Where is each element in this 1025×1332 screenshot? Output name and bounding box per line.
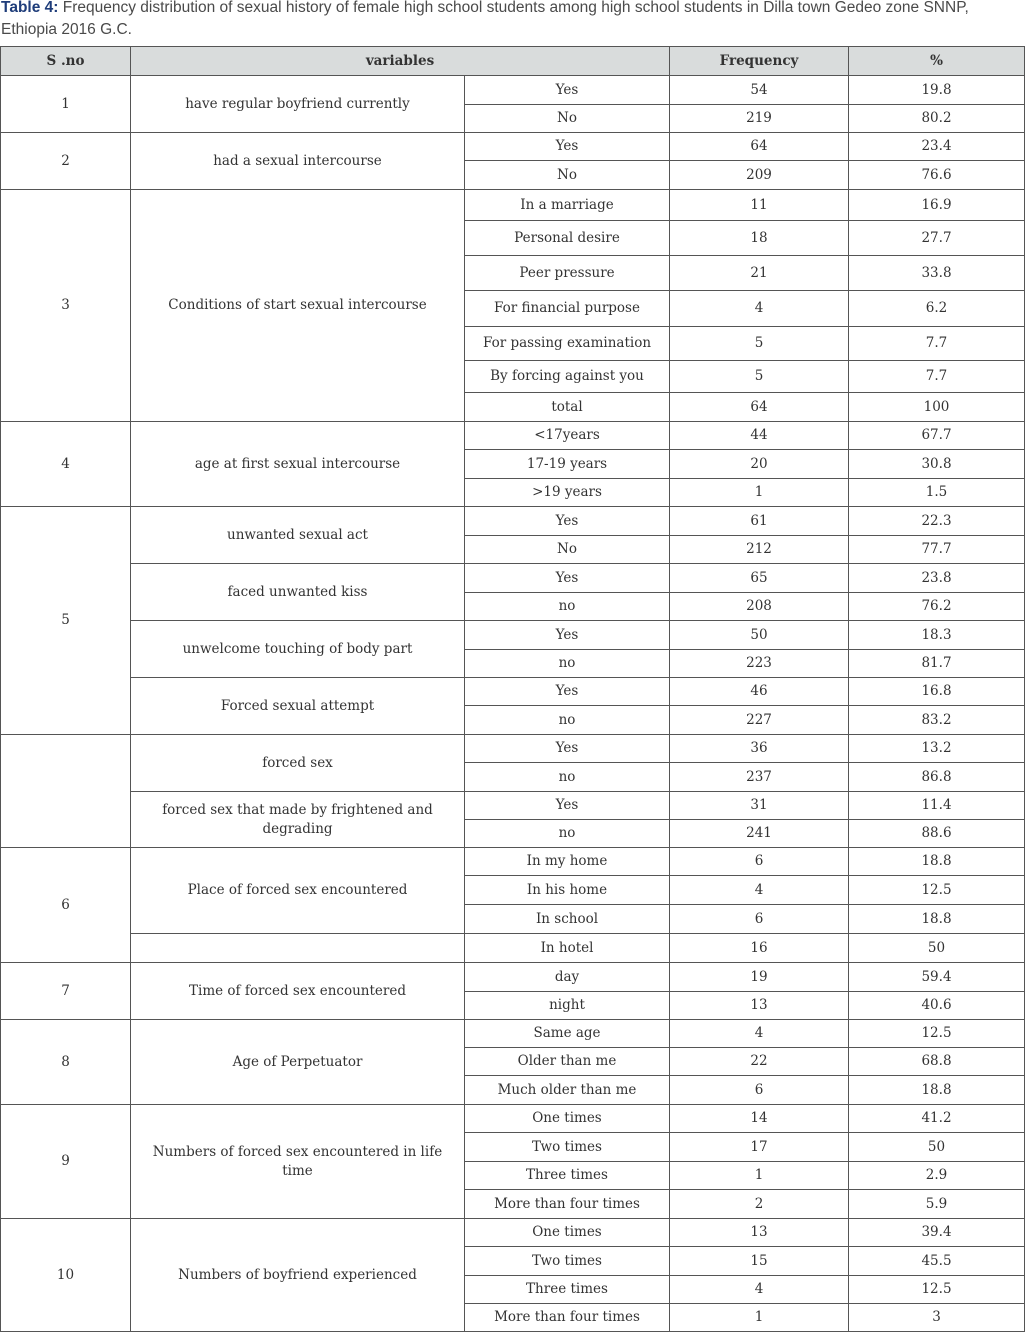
table-row [1,735,1025,763]
percent-cell: 80.2 [849,105,1025,133]
percent-cell: 19.8 [849,76,1025,105]
sno-cell: 9 [1,1105,131,1219]
variable-cell: forced sex [131,735,465,792]
category-cell: Older than me [465,1048,670,1076]
sno-cell: 6 [1,848,131,963]
sno-cell: 4 [1,422,131,507]
frequency-cell: 44 [670,422,849,450]
category-cell: More than four times [465,1304,670,1332]
percent-cell: 50 [849,934,1025,963]
frequency-cell: 13 [670,1219,849,1247]
percent-cell: 45.5 [849,1247,1025,1276]
variable-cell: faced unwanted kiss [131,564,465,621]
header-row [1,47,1025,76]
category-cell: One times [465,1219,670,1247]
frequency-cell: 1 [670,1162,849,1190]
category-cell: No [465,161,670,190]
category-cell: Yes [465,792,670,820]
percent-cell: 88.6 [849,820,1025,848]
frequency-cell: 212 [670,536,849,564]
frequency-cell: 19 [670,963,849,992]
percent-cell: 13.2 [849,735,1025,763]
percent-cell: 16.9 [849,190,1025,221]
frequency-cell: 208 [670,593,849,621]
category-cell: No [465,536,670,564]
category-cell: total [465,393,670,422]
variable-cell: age at first sexual intercourse [131,422,465,507]
category-cell: Yes [465,564,670,593]
sno-cell: 1 [1,76,131,133]
frequency-cell: 18 [670,221,849,256]
variable-cell: unwelcome touching of body part [131,621,465,678]
category-cell: More than four times [465,1190,670,1219]
table-row [1,76,1025,105]
frequency-cell: 65 [670,564,849,593]
sno-cell [1,735,131,848]
category-cell: Two times [465,1247,670,1276]
frequency-cell: 21 [670,256,849,291]
percent-cell: 23.8 [849,564,1025,593]
caption-label: Table 4: [1,0,59,16]
frequency-cell: 36 [670,735,849,763]
table-row [1,963,1025,992]
variable-cell: had a sexual intercourse [131,133,465,190]
table-row [1,422,1025,450]
percent-cell: 12.5 [849,1020,1025,1048]
category-cell: no [465,650,670,678]
category-cell: For passing examination [465,327,670,361]
category-cell: <17years [465,422,670,450]
percent-cell: 3 [849,1304,1025,1332]
table-row [1,190,1025,221]
percent-cell: 33.8 [849,256,1025,291]
percent-cell: 7.7 [849,327,1025,361]
category-cell: Peer pressure [465,256,670,291]
table-caption [1,0,1023,41]
percent-cell: 11.4 [849,792,1025,820]
frequency-cell: 22 [670,1048,849,1076]
category-cell: Personal desire [465,221,670,256]
category-cell: Three times [465,1162,670,1190]
frequency-cell: 46 [670,678,849,706]
category-cell: no [465,706,670,735]
table-row [1,1219,1025,1247]
table-row [1,1105,1025,1133]
category-cell: By forcing against you [465,361,670,393]
frequency-cell: 237 [670,763,849,792]
percent-cell: 50 [849,1133,1025,1162]
caption-text: Frequency distribution of sexual history of female high school students among high school students in Dilla town Gedeo zone SNNP, Ethiopia 2016 G.C. [1,0,969,38]
percent-cell: 67.7 [849,422,1025,450]
category-cell: One times [465,1105,670,1133]
frequency-cell: 54 [670,76,849,105]
frequency-cell: 219 [670,105,849,133]
category-cell: >19 years [465,479,670,507]
category-cell: In a marriage [465,190,670,221]
frequency-cell: 5 [670,361,849,393]
variable-cell: have regular boyfriend currently [131,76,465,133]
frequency-cell: 4 [670,1276,849,1304]
sno-cell: 5 [1,507,131,735]
percent-cell: 81.7 [849,650,1025,678]
table-row [1,133,1025,161]
header-frequency: Frequency [670,47,849,76]
frequency-cell: 209 [670,161,849,190]
percent-cell: 18.8 [849,848,1025,876]
category-cell: Two times [465,1133,670,1162]
table-row [1,792,1025,820]
percent-cell: 83.2 [849,706,1025,735]
variable-cell [131,934,465,963]
frequency-cell: 4 [670,876,849,905]
percent-cell: 18.3 [849,621,1025,650]
header-variables: variables [131,47,670,76]
variable-cell: Place of forced sex encountered [131,848,465,934]
category-cell: In school [465,905,670,934]
frequency-cell: 15 [670,1247,849,1276]
frequency-cell: 11 [670,190,849,221]
category-cell: No [465,105,670,133]
table-row [1,934,1025,963]
frequency-cell: 20 [670,450,849,479]
percent-cell: 40.6 [849,992,1025,1020]
category-cell: In my home [465,848,670,876]
category-cell: Yes [465,507,670,536]
table-row [1,1020,1025,1048]
frequency-cell: 31 [670,792,849,820]
percent-cell: 77.7 [849,536,1025,564]
category-cell: 17-19 years [465,450,670,479]
percent-cell: 7.7 [849,361,1025,393]
category-cell: Much older than me [465,1076,670,1105]
category-cell: In hotel [465,934,670,963]
frequency-cell: 16 [670,934,849,963]
percent-cell: 16.8 [849,678,1025,706]
header-percent: % [849,47,1025,76]
percent-cell: 12.5 [849,1276,1025,1304]
variable-cell: Forced sexual attempt [131,678,465,735]
percent-cell: 30.8 [849,450,1025,479]
percent-cell: 76.6 [849,161,1025,190]
frequency-cell: 6 [670,905,849,934]
frequency-cell: 13 [670,992,849,1020]
category-cell: For financial purpose [465,291,670,327]
percent-cell: 18.8 [849,1076,1025,1105]
category-cell: Yes [465,735,670,763]
category-cell: day [465,963,670,992]
percent-cell: 76.2 [849,593,1025,621]
percent-cell: 39.4 [849,1219,1025,1247]
percent-cell: 27.7 [849,221,1025,256]
percent-cell: 100 [849,393,1025,422]
percent-cell: 1.5 [849,479,1025,507]
frequency-cell: 1 [670,1304,849,1332]
variable-cell: Conditions of start sexual intercourse [131,190,465,422]
percent-cell: 12.5 [849,876,1025,905]
frequency-cell: 6 [670,1076,849,1105]
category-cell: Yes [465,621,670,650]
frequency-cell: 227 [670,706,849,735]
percent-cell: 6.2 [849,291,1025,327]
category-cell: no [465,593,670,621]
frequency-cell: 4 [670,1020,849,1048]
category-cell: Yes [465,76,670,105]
category-cell: Three times [465,1276,670,1304]
frequency-table [0,46,1025,1332]
frequency-cell: 1 [670,479,849,507]
percent-cell: 59.4 [849,963,1025,992]
frequency-cell: 64 [670,133,849,161]
table-row [1,848,1025,876]
frequency-cell: 17 [670,1133,849,1162]
category-cell: no [465,763,670,792]
variable-cell: Age of Perpetuator [131,1020,465,1105]
category-cell: night [465,992,670,1020]
sno-cell: 10 [1,1219,131,1332]
variable-cell: forced sex that made by frightened and degrading [131,792,465,848]
percent-cell: 5.9 [849,1190,1025,1219]
table-row [1,678,1025,706]
frequency-cell: 5 [670,327,849,361]
table-body [1,76,1025,1332]
frequency-cell: 14 [670,1105,849,1133]
category-cell: Same age [465,1020,670,1048]
sno-cell: 3 [1,190,131,422]
frequency-cell: 4 [670,291,849,327]
variable-cell: unwanted sexual act [131,507,465,564]
category-cell: Yes [465,133,670,161]
table-row [1,621,1025,650]
table-row [1,507,1025,536]
percent-cell: 68.8 [849,1048,1025,1076]
frequency-cell: 50 [670,621,849,650]
sno-cell: 7 [1,963,131,1020]
percent-cell: 22.3 [849,507,1025,536]
category-cell: no [465,820,670,848]
category-cell: Yes [465,678,670,706]
percent-cell: 41.2 [849,1105,1025,1133]
percent-cell: 2.9 [849,1162,1025,1190]
frequency-cell: 64 [670,393,849,422]
frequency-cell: 2 [670,1190,849,1219]
category-cell: In his home [465,876,670,905]
sno-cell: 2 [1,133,131,190]
variable-cell: Numbers of boyfriend experienced [131,1219,465,1332]
percent-cell: 18.8 [849,905,1025,934]
percent-cell: 23.4 [849,133,1025,161]
variable-cell: Numbers of forced sex encountered in life time [131,1105,465,1219]
frequency-cell: 6 [670,848,849,876]
sno-cell: 8 [1,1020,131,1105]
table-row [1,564,1025,593]
percent-cell: 86.8 [849,763,1025,792]
header-sno: S .no [1,47,131,76]
variable-cell: Time of forced sex encountered [131,963,465,1020]
frequency-cell: 241 [670,820,849,848]
frequency-cell: 61 [670,507,849,536]
frequency-cell: 223 [670,650,849,678]
